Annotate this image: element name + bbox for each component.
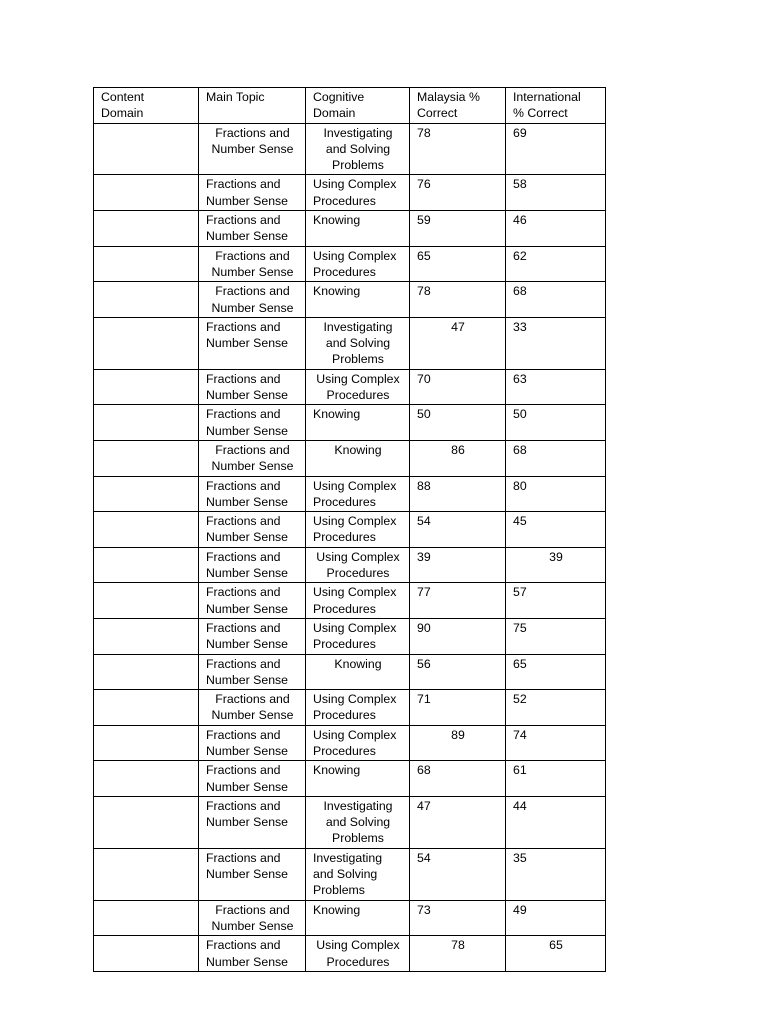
cell-international-correct [506,796,606,848]
table-row [94,936,606,972]
cell-main-topic-text: Fractions and Number Sense [206,656,289,687]
cell-main-topic [199,317,306,369]
cell-content-domain [94,512,199,548]
cell-malaysia-correct [410,936,506,972]
cell-cognitive-domain-text: Using Complex Procedures [316,938,400,969]
cell-content-domain [94,654,199,690]
cell-international-correct-text: 61 [513,763,527,778]
cell-main-topic [199,547,306,583]
cell-international-correct [506,476,606,512]
table-row [94,282,606,318]
table-row [94,900,606,936]
cell-cognitive-domain-text: Knowing [313,407,361,422]
cell-international-correct [506,583,606,619]
cell-malaysia-correct [410,547,506,583]
cell-cognitive-domain [306,936,410,972]
table-header-row [94,88,606,124]
cell-main-topic-text: Fractions and Number Sense [211,248,294,279]
cell-cognitive-domain [306,547,410,583]
cell-international-correct [506,123,606,175]
cell-content-domain [94,476,199,512]
cell-main-topic-text: Fractions and Number Sense [206,177,289,208]
cell-international-correct-text: 75 [513,620,527,635]
cell-content-domain [94,690,199,726]
cell-cognitive-domain [306,476,410,512]
cell-international-correct [506,317,606,369]
cell-cognitive-domain-text: Using Complex Procedures [316,549,400,581]
cell-cognitive-domain-text: Knowing [334,442,382,457]
cell-malaysia-correct-text: 78 [451,938,465,953]
cell-cognitive-domain [306,900,410,936]
cell-content-domain [94,317,199,369]
cell-international-correct-text: 80 [513,478,527,493]
cell-malaysia-correct [410,796,506,848]
cell-international-correct [506,936,606,972]
header-cognitive-domain: Cognitive Domain [306,88,410,124]
cell-malaysia-correct-text: 88 [417,478,431,493]
cell-main-topic [199,725,306,761]
cell-main-topic-text: Fractions and Number Sense [206,514,289,545]
table-row [94,690,606,726]
cell-cognitive-domain [306,796,410,848]
cell-main-topic-text: Fractions and Number Sense [206,585,289,616]
cell-content-domain [94,369,199,405]
cell-international-correct [506,547,606,583]
cell-cognitive-domain [306,848,410,900]
cell-malaysia-correct-text: 89 [451,727,465,742]
cell-malaysia-correct-text: 47 [451,319,465,334]
results-table [93,87,606,972]
cell-content-domain [94,123,199,175]
cell-malaysia-correct [410,246,506,282]
table-row [94,123,606,175]
cell-content-domain [94,761,199,797]
cell-cognitive-domain-text: Investigating and Solving Problems [323,798,393,846]
cell-content-domain [94,725,199,761]
cell-international-correct [506,690,606,726]
cell-malaysia-correct-text: 68 [417,763,431,778]
cell-main-topic [199,369,306,405]
cell-international-correct [506,211,606,247]
cell-cognitive-domain [306,369,410,405]
table-row [94,796,606,848]
cell-international-correct-text: 68 [513,284,527,299]
table-row [94,725,606,761]
cell-content-domain [94,900,199,936]
cell-main-topic [199,512,306,548]
cell-main-topic [199,246,306,282]
cell-content-domain [94,405,199,441]
cell-main-topic-text: Fractions and Number Sense [206,798,289,830]
cell-content-domain [94,282,199,318]
cell-malaysia-correct [410,761,506,797]
cell-main-topic-text: Fractions and Number Sense [211,902,294,933]
cell-content-domain [94,848,199,900]
cell-international-correct-text: 68 [513,442,527,457]
cell-cognitive-domain-text: Investigating and Solving Problems [323,125,393,173]
cell-malaysia-correct [410,725,506,761]
cell-cognitive-domain [306,211,410,247]
cell-main-topic-text: Fractions and Number Sense [206,407,289,438]
cell-international-correct-text: 39 [549,549,563,564]
cell-main-topic-text: Fractions and Number Sense [206,763,289,794]
cell-cognitive-domain [306,440,410,476]
cell-international-correct-text: 49 [513,902,527,917]
cell-international-correct-text: 63 [513,371,527,386]
table-row [94,369,606,405]
cell-main-topic-text: Fractions and Number Sense [206,319,289,351]
cell-malaysia-correct-text: 76 [417,177,431,192]
cell-international-correct-text: 65 [549,938,563,953]
cell-malaysia-correct [410,690,506,726]
table-row [94,654,606,690]
cell-cognitive-domain-text: Knowing [313,213,361,228]
table-row [94,618,606,654]
cell-malaysia-correct [410,369,506,405]
cell-international-correct-text: 58 [513,177,527,192]
cell-malaysia-correct-text: 47 [417,798,431,813]
cell-cognitive-domain-text: Using Complex Procedures [313,248,397,279]
cell-malaysia-correct [410,211,506,247]
cell-international-correct-text: 57 [513,585,527,600]
table-row [94,175,606,211]
cell-cognitive-domain [306,761,410,797]
cell-malaysia-correct [410,405,506,441]
cell-cognitive-domain-text: Knowing [313,284,361,299]
cell-main-topic [199,211,306,247]
cell-malaysia-correct-text: 65 [417,248,431,263]
cell-main-topic-text: Fractions and Number Sense [206,938,289,969]
cell-malaysia-correct [410,512,506,548]
cell-main-topic-text: Fractions and Number Sense [206,620,289,652]
cell-cognitive-domain-text: Investigating and Solving Problems [323,319,393,367]
table-row [94,848,606,900]
cell-main-topic [199,761,306,797]
cell-international-correct [506,405,606,441]
header-international-correct: International % Correct [506,88,606,124]
cell-main-topic [199,618,306,654]
cell-malaysia-correct [410,583,506,619]
cell-cognitive-domain-text: Knowing [334,656,382,671]
cell-malaysia-correct-text: 54 [417,514,431,529]
cell-international-correct [506,654,606,690]
cell-cognitive-domain-text: Using Complex Procedures [313,692,397,723]
cell-malaysia-correct [410,654,506,690]
cell-main-topic-text: Fractions and Number Sense [206,371,289,403]
cell-main-topic [199,900,306,936]
cell-malaysia-correct [410,123,506,175]
cell-main-topic-text: Fractions and Number Sense [211,125,294,156]
cell-main-topic [199,440,306,476]
cell-cognitive-domain [306,175,410,211]
cell-content-domain [94,547,199,583]
cell-cognitive-domain [306,690,410,726]
cell-main-topic-text: Fractions and Number Sense [206,850,289,882]
cell-international-correct [506,440,606,476]
cell-content-domain [94,796,199,848]
cell-malaysia-correct-text: 70 [417,371,431,386]
cell-cognitive-domain-text: Investigating and Solving Problems [313,850,383,898]
cell-main-topic [199,405,306,441]
cell-cognitive-domain [306,654,410,690]
cell-international-correct-text: 50 [513,407,527,422]
header-malaysia-correct: Malaysia % Correct [410,88,506,124]
cell-cognitive-domain [306,282,410,318]
cell-international-correct [506,175,606,211]
cell-main-topic [199,282,306,318]
cell-international-correct-text: 46 [513,213,527,228]
cell-content-domain [94,175,199,211]
table-row [94,317,606,369]
cell-malaysia-correct-text: 73 [417,902,431,917]
cell-malaysia-correct [410,282,506,318]
cell-malaysia-correct-text: 77 [417,585,431,600]
cell-main-topic-text: Fractions and Number Sense [206,549,289,581]
cell-malaysia-correct-text: 54 [417,850,431,865]
cell-main-topic [199,654,306,690]
table-row [94,512,606,548]
cell-malaysia-correct [410,175,506,211]
cell-main-topic [199,796,306,848]
cell-cognitive-domain-text: Using Complex Procedures [313,585,397,616]
cell-international-correct [506,848,606,900]
cell-content-domain [94,936,199,972]
cell-main-topic [199,583,306,619]
cell-malaysia-correct [410,476,506,512]
cell-cognitive-domain [306,618,410,654]
cell-cognitive-domain [306,317,410,369]
cell-malaysia-correct [410,440,506,476]
cell-cognitive-domain [306,725,410,761]
cell-cognitive-domain [306,405,410,441]
cell-cognitive-domain-text: Using Complex Procedures [313,177,397,208]
cell-malaysia-correct-text: 59 [417,213,431,228]
cell-cognitive-domain-text: Knowing [313,902,361,917]
cell-main-topic [199,690,306,726]
table-row [94,761,606,797]
cell-main-topic-text: Fractions and Number Sense [211,692,294,723]
cell-malaysia-correct-text: 39 [417,549,431,564]
cell-content-domain [94,440,199,476]
table-body [94,123,606,971]
cell-malaysia-correct [410,900,506,936]
cell-cognitive-domain-text: Knowing [313,763,361,778]
cell-cognitive-domain [306,583,410,619]
cell-malaysia-correct-text: 86 [451,442,465,457]
cell-main-topic [199,175,306,211]
cell-malaysia-correct-text: 78 [417,284,431,299]
cell-malaysia-correct [410,317,506,369]
header-content-domain: Content Domain [94,88,199,124]
cell-international-correct [506,369,606,405]
cell-international-correct [506,282,606,318]
cell-main-topic [199,123,306,175]
cell-content-domain [94,618,199,654]
table-row [94,440,606,476]
cell-international-correct [506,900,606,936]
cell-international-correct-text: 69 [513,125,527,140]
cell-international-correct-text: 74 [513,727,527,742]
cell-cognitive-domain-text: Using Complex Procedures [313,478,397,509]
cell-international-correct-text: 45 [513,514,527,529]
cell-international-correct-text: 44 [513,798,527,813]
cell-cognitive-domain-text: Using Complex Procedures [313,620,397,652]
cell-cognitive-domain-text: Using Complex Procedures [313,514,397,545]
cell-content-domain [94,246,199,282]
cell-international-correct-text: 62 [513,248,527,263]
cell-cognitive-domain [306,512,410,548]
table-row [94,547,606,583]
cell-malaysia-correct-text: 78 [417,125,431,140]
cell-main-topic-text: Fractions and Number Sense [211,284,294,315]
cell-international-correct-text: 35 [513,850,527,865]
cell-malaysia-correct-text: 50 [417,407,431,422]
cell-international-correct-text: 65 [513,656,527,671]
cell-content-domain [94,583,199,619]
cell-international-correct [506,246,606,282]
cell-malaysia-correct [410,848,506,900]
cell-malaysia-correct-text: 90 [417,620,431,635]
cell-cognitive-domain-text: Using Complex Procedures [316,371,400,403]
cell-malaysia-correct-text: 71 [417,692,431,707]
cell-main-topic [199,476,306,512]
table-row [94,211,606,247]
table-row [94,583,606,619]
cell-international-correct [506,761,606,797]
cell-international-correct [506,618,606,654]
cell-main-topic [199,936,306,972]
cell-cognitive-domain-text: Using Complex Procedures [313,727,397,758]
cell-international-correct [506,512,606,548]
cell-malaysia-correct-text: 56 [417,656,431,671]
cell-cognitive-domain [306,246,410,282]
cell-main-topic [199,848,306,900]
cell-main-topic-text: Fractions and Number Sense [206,478,289,509]
cell-cognitive-domain [306,123,410,175]
cell-main-topic-text: Fractions and Number Sense [211,442,294,474]
cell-international-correct [506,725,606,761]
table-row [94,476,606,512]
cell-main-topic-text: Fractions and Number Sense [206,727,289,758]
cell-content-domain [94,211,199,247]
table-row [94,246,606,282]
cell-international-correct-text: 33 [513,319,527,334]
cell-main-topic-text: Fractions and Number Sense [206,213,289,244]
cell-international-correct-text: 52 [513,692,527,707]
cell-malaysia-correct [410,618,506,654]
table-row [94,405,606,441]
header-main-topic: Main Topic [199,88,306,124]
